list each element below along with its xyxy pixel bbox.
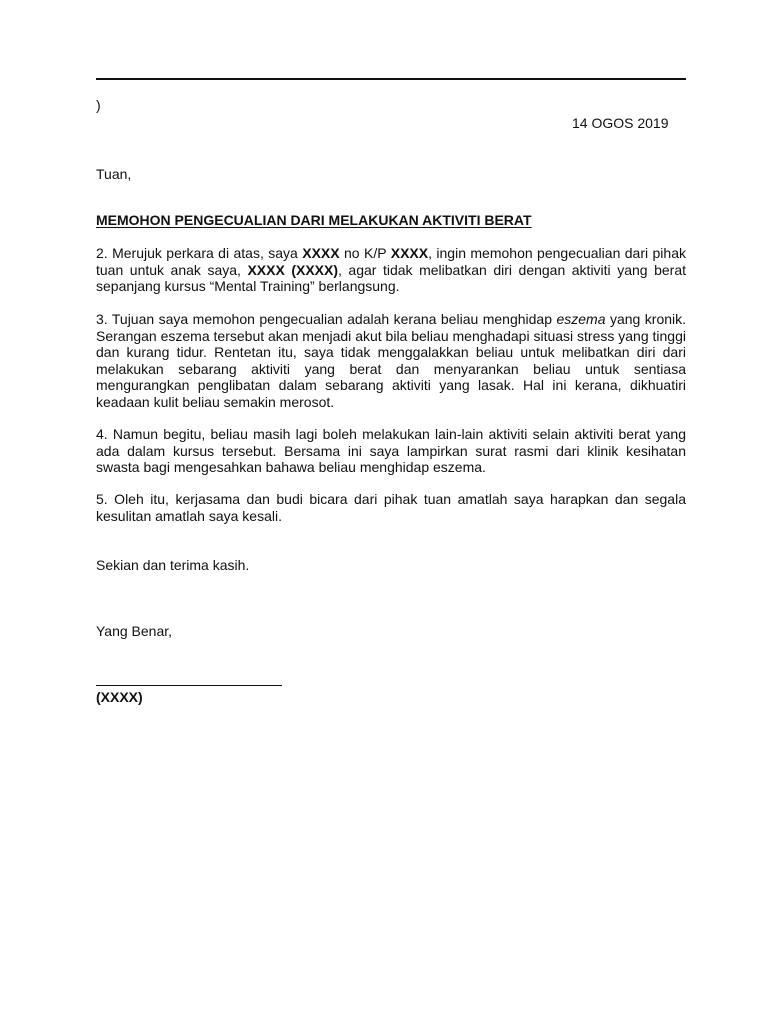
paragraph-3-tail: yang kronik. Serangan eszema tersebut akan menjadi akut bila beliau menghadapi situasi stress yang tinggi dan kurang tidur. Rentetan itu, saya tidak menggalakkan beliau untuk melibatkan diri dari melakukan sebarang aktiviti yang berat dan menyarankan beliau untuk sentiasa mengurangkan penglibatan dalam sebarang aktiviti yang lasak. Hal ini kerana, dikhuatiri keadaan kulit beliau semakin merosot. bbox=[96, 311, 687, 410]
paragraph-2-lead: 2. Merujuk perkara di atas, saya bbox=[96, 245, 303, 261]
opening-mark: ) bbox=[96, 97, 101, 113]
child-name: XXXX (XXXX) bbox=[247, 261, 339, 278]
paragraph-3-lead: 3. Tujuan saya memohon pengecualian adalah kerana beliau menghidap bbox=[96, 311, 557, 327]
parent-name: XXXX bbox=[302, 245, 340, 261]
paragraph-2-text-2: no K/P bbox=[339, 245, 391, 261]
paragraph-4: 4. Namun begitu, beliau masih lagi boleh melakukan lain-lain aktiviti selain aktiviti berat yang ada dalam kursus tersebut. Bersama ini saya lampirkan surat rasmi dari klinik kesihatan swasta bagi mengesahkan bahawa beliau menghidap eszema. bbox=[96, 426, 686, 475]
signature-line bbox=[96, 685, 282, 686]
paragraph-2-text-4: , agar tidak melibatkan diri dengan aktiviti yang berat sepanjang kursus “Mental Training” berlangsung. bbox=[96, 261, 687, 294]
condition-term: eszema bbox=[556, 311, 606, 327]
salutation: Tuan, bbox=[96, 166, 132, 182]
sign-off: Yang Benar, bbox=[96, 623, 173, 639]
letter-date: 14 OGOS 2019 bbox=[572, 115, 669, 131]
paragraph-2-text-3: , ingin memohon pengecualian dari pihak tuan untuk anak saya, bbox=[96, 245, 686, 278]
paragraph-2 bbox=[96, 245, 686, 295]
paragraph-3 bbox=[96, 311, 686, 410]
ic-number: XXXX bbox=[390, 245, 429, 261]
paragraph-5: 5. Oleh itu, kerjasama dan budi bicara dari pihak tuan amatlah saya harapkan dan segala kesulitan amatlah saya kesali. bbox=[96, 491, 686, 524]
top-divider bbox=[96, 78, 686, 80]
subject-heading: MEMOHON PENGECUALIAN DARI MELAKUKAN AKTIVITI BERAT bbox=[96, 212, 532, 228]
closing-line: Sekian dan terima kasih. bbox=[96, 557, 250, 573]
signer-name: (XXXX) bbox=[96, 689, 143, 705]
